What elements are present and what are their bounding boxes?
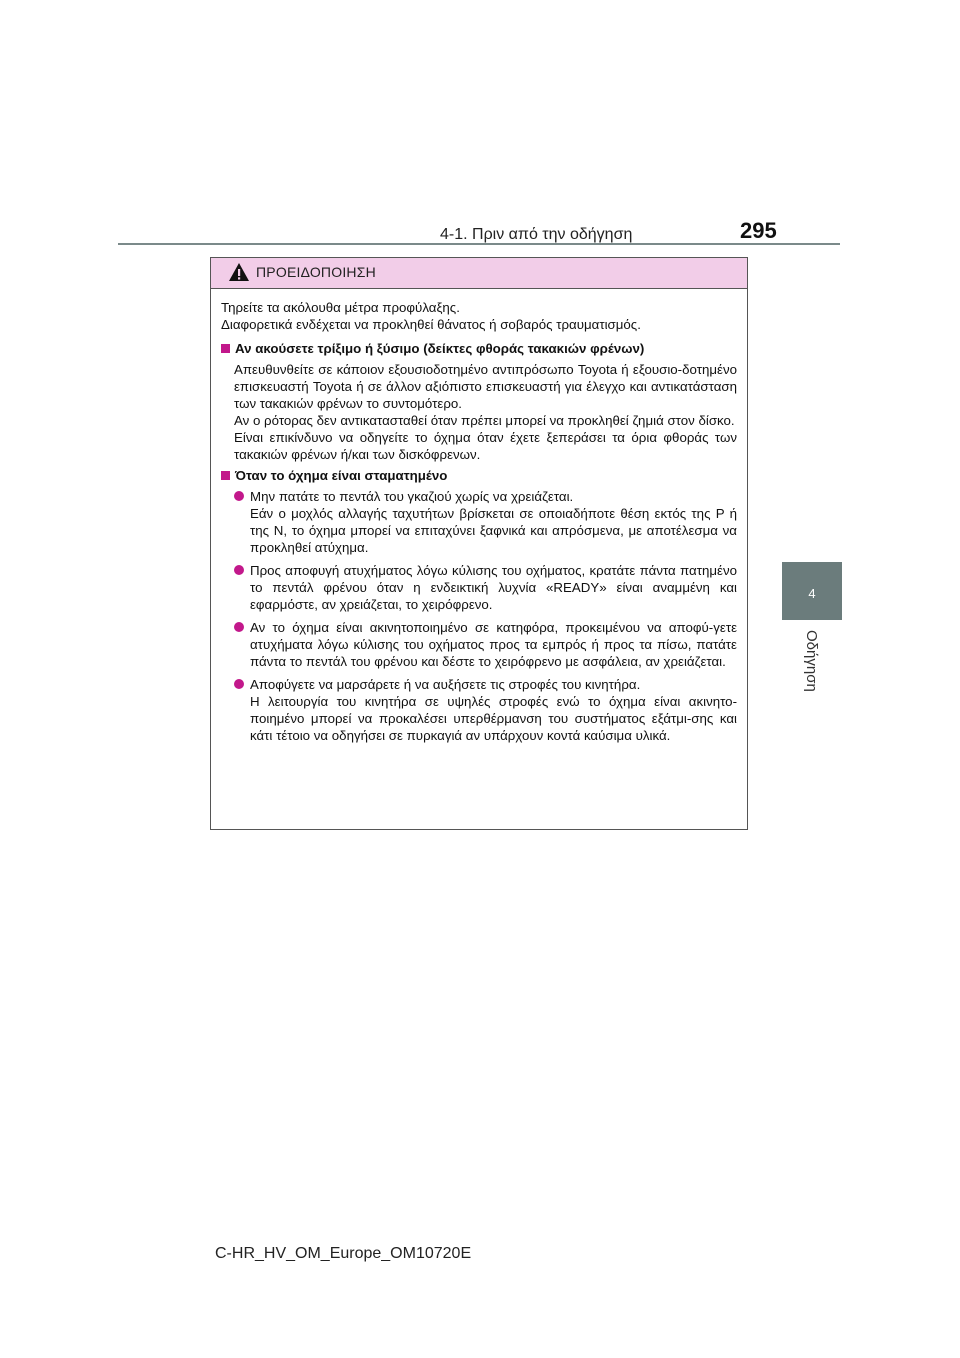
square-bullet-icon: [221, 344, 230, 353]
section-heading-text: Όταν το όχημα είναι σταματημένο: [235, 468, 448, 483]
list-item: [221, 676, 737, 744]
warning-triangle-icon: [228, 262, 250, 282]
page-number: 295: [740, 218, 777, 243]
list-item: [221, 562, 737, 613]
warning-box: [210, 257, 748, 830]
bullet-text: [250, 488, 737, 556]
round-bullet-icon: [234, 622, 244, 632]
bullet-first-line: Προς αποφυγή ατυχήματος λόγω κύλισης του οχήματος, κρατάτε πάντα πατημένο το πεντάλ φρένου όταν η ενδεικτική λυχνία «READY» είναι αναμμένη και εφαρμόστε, αν χρειάζεται, το χειρόφρενο.: [250, 563, 737, 612]
round-bullet-icon: [234, 679, 244, 689]
paragraph: Είναι επικίνδυνο να οδηγείτε το όχημα όταν έχετε ξεπεράσει τα όρια φθοράς των τακακιών φρένων ή/και των δισκόφρενων.: [234, 430, 737, 462]
bullet-text: [250, 562, 737, 613]
bullet-text: [250, 676, 737, 744]
round-bullet-icon: [234, 565, 244, 575]
section-paragraphs: [221, 361, 737, 463]
paragraph: Απευθυνθείτε σε κάποιον εξουσιοδοτημένο αντιπρόσωπο Toyota ή εξουσιο-δοτημένο επισκευαστή Toyota ή σε άλλον αξιόπιστο επισκευαστή για έλεγχο και αντικατάσταση των τακακιών φρένων το συντομότερο.: [234, 362, 737, 411]
intro-line: Τηρείτε τα ακόλουθα μέτρα προφύλαξης.: [221, 300, 460, 315]
warning-body: [211, 289, 747, 744]
warning-header: [211, 258, 747, 289]
bullet-rest: Η λειτουργία του κινητήρα σε υψηλές στροφές ενώ το όχημα είναι ακινητο-ποιημένο μπορεί να προκαλέσει υπερθέρμανση του συστήματος εξάτμι-σης και κάτι τέτοιο να οδηγήσει σε πυρκαγιά αν υπάρχουν κοντά καύσιμα υλικά.: [250, 694, 737, 743]
bullet-text: [250, 619, 737, 670]
header-section-title: 4-1. Πριν από την οδήγηση: [440, 226, 633, 243]
bullet-first-line: Αποφύγετε να μαρσάρετε ή να αυξήσετε τις στροφές του κινητήρα.: [250, 677, 641, 692]
list-item: [221, 619, 737, 670]
footer-doc-code: C-HR_HV_OM_Europe_OM10720E: [215, 1245, 472, 1262]
round-bullet-icon: [234, 491, 244, 501]
section-heading: [221, 340, 737, 357]
header-rule: [118, 243, 840, 245]
bullet-first-line: Αν το όχημα είναι ακινητοποιημένο σε κατηφόρα, προκειμένου να αποφύ-γετε ατυχήματα λόγω κύλισης του οχήματος προς τα εμπρός ή προς τα πίσω, πατάτε πάντα το πεντάλ του φρένου και δέστε το χειρόφρενο με ασφάλεια, αν χρειάζεται.: [250, 620, 737, 669]
intro-line: Διαφορετικά ενδέχεται να προκληθεί θάνατος ή σοβαρός τραυματισμός.: [221, 317, 641, 332]
warning-intro: [221, 299, 737, 333]
square-bullet-icon: [221, 471, 230, 480]
chapter-tab: [782, 562, 842, 620]
section-heading: [221, 467, 737, 484]
list-item: [221, 488, 737, 556]
warning-title: ΠΡΟΕΙΔΟΠΟΙΗΣΗ: [256, 264, 376, 280]
bullet-rest: Εάν ο μοχλός αλλαγής ταχυτήτων βρίσκεται σε οποιαδήποτε θέση εκτός της P ή της N, το όχημα μπορεί να επιταχύνει ξαφνικά και απρόσμενα, με αποτέλεσμα να προκληθεί ατύχημα.: [250, 506, 737, 555]
paragraph: Αν ο ρότορας δεν αντικατασταθεί όταν πρέπει μπορεί να προκληθεί ζημιά στον δίσκο.: [234, 413, 735, 428]
section-heading-text: Αν ακούσετε τρίξιμο ή ξύσιμο (δείκτες φθοράς τακακιών φρένων): [235, 341, 645, 356]
bullet-first-line: Μην πατάτε το πεντάλ του γκαζιού χωρίς να χρειάζεται.: [250, 489, 574, 504]
chapter-number: 4: [808, 586, 816, 601]
chapter-label: Οδήγηση: [803, 630, 820, 692]
